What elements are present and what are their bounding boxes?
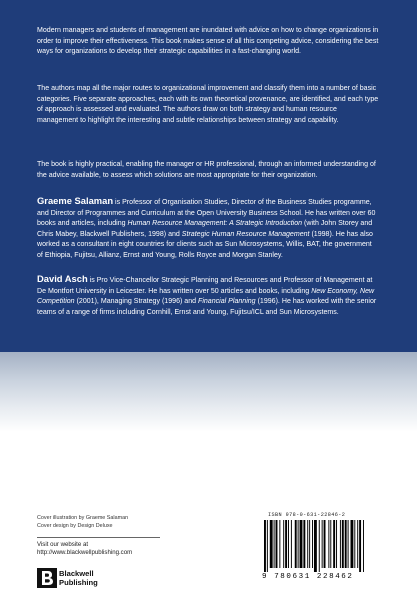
barcode-bar <box>276 520 278 568</box>
barcode-bar <box>285 520 287 568</box>
website-url[interactable]: http://www.blackwellpublishing.com <box>37 549 133 557</box>
barcode-bar <box>312 520 313 568</box>
barcode-bar <box>295 520 297 568</box>
barcode-bar <box>354 520 355 568</box>
barcode-bar <box>340 520 341 568</box>
barcode-bar <box>336 520 337 568</box>
barcode-bar <box>348 520 349 568</box>
barcode-bar <box>314 520 317 572</box>
cover-illustration-fade <box>0 352 417 432</box>
barcode-bar <box>267 520 268 572</box>
barcode-bar <box>345 520 347 568</box>
credits-divider <box>37 537 160 538</box>
design-credit: Cover design by Design Deluxe <box>37 523 113 530</box>
author-bio-asch: David Asch is Pro Vice-Chancellor Strategic Planning and Resources and Professor of Management at De Montfort University in Leicester. He has written over 50 articles and books, including New Economy, New Competition (2001), Managing Strategy (1996) and Financial Planning (1996). He has worked with the senior teams of a range of firms including Cornhill, Ernst and Young, Fujitsu/ICL and Sun Microsystems. <box>37 273 377 316</box>
cover-credits <box>37 514 128 530</box>
barcode-bar <box>274 520 275 568</box>
barcode-bar <box>288 520 289 568</box>
barcode-bar <box>328 520 329 568</box>
barcode-bar <box>283 520 284 568</box>
barcode-bar <box>303 520 305 568</box>
website-notice <box>37 541 132 558</box>
barcode-bar <box>307 520 308 568</box>
blurb-paragraph-1: Modern managers and students of management are inundated with advice on how to change organizations in order to improve their effectiveness. This book makes sense of all this competing advice, considering the best ways for organizations to develop their strategic capabilities in a fast-changing world. <box>37 27 379 56</box>
barcode-bar <box>270 520 273 568</box>
blurb-paragraph-3: The book is highly practical, enabling the manager or HR professional, through an informed understanding of the advice available, to assess which solutions are most appropriate for their organization. <box>37 161 376 179</box>
publisher-logo <box>37 568 113 590</box>
author-name-salaman: Graeme Salaman <box>37 195 114 206</box>
barcode-bar <box>322 520 323 568</box>
barcode-bar <box>324 520 326 568</box>
illustration-credit: Cover illustration by Graeme Salaman <box>37 515 129 521</box>
barcode-bar <box>359 520 361 572</box>
barcode-bar <box>291 520 292 568</box>
barcode-bar <box>342 520 344 568</box>
barcode-bar <box>363 520 364 572</box>
visit-label: Visit our website at <box>37 541 89 548</box>
barcode-bar <box>357 520 358 568</box>
barcode-digits: 9 780631 228462 <box>262 573 354 581</box>
barcode-bar <box>330 520 331 568</box>
isbn-label: ISBN 978-0-631-22846-2 <box>268 512 346 518</box>
author-bio-salaman: Graeme Salaman is Professor of Organisation Studies, Director of the Business Studies programme, and Director of Programmes and Curriculum at the Open University Business School. He has written over 60 books and articles, including Human Resource Management: A Strategic Introduction (with John Storey and Chris Mabey, Blackwell Publishers, 1998) and Strategic Human Resource Management (1998). He has also worked as a consultant in eight countries for clients such as Sun Microsystems, Willis, BAT, the government of Ethiopia, Fujitsu, Allianz, Ernst and Young, Rolls Royce and Morgan Stanley. <box>37 195 376 259</box>
barcode-bar <box>350 520 353 568</box>
blurb-paragraph-2: The authors map all the major routes to organizational improvement and classify them into a number of basic categories. Five separate approaches, each with its own theoretical provenance, are identified, and each type of approach is assessed and evaluated. The authors draw on both strategy and human resource management to highlight the interesting and subtle relationships between strategy and capability. <box>37 85 379 124</box>
author-name-asch: David Asch <box>37 273 88 284</box>
barcode-bar <box>279 520 280 568</box>
barcode-bar <box>333 520 335 568</box>
barcode-bar <box>298 520 299 568</box>
blackwell-b-icon <box>37 568 57 588</box>
barcode-bar <box>309 520 310 568</box>
barcode-bar <box>264 520 266 572</box>
publisher-wordmark: Blackwell Publishing <box>59 569 98 588</box>
barcode-bar <box>319 520 320 572</box>
barcode-bar <box>300 520 303 568</box>
isbn-barcode <box>262 520 382 572</box>
